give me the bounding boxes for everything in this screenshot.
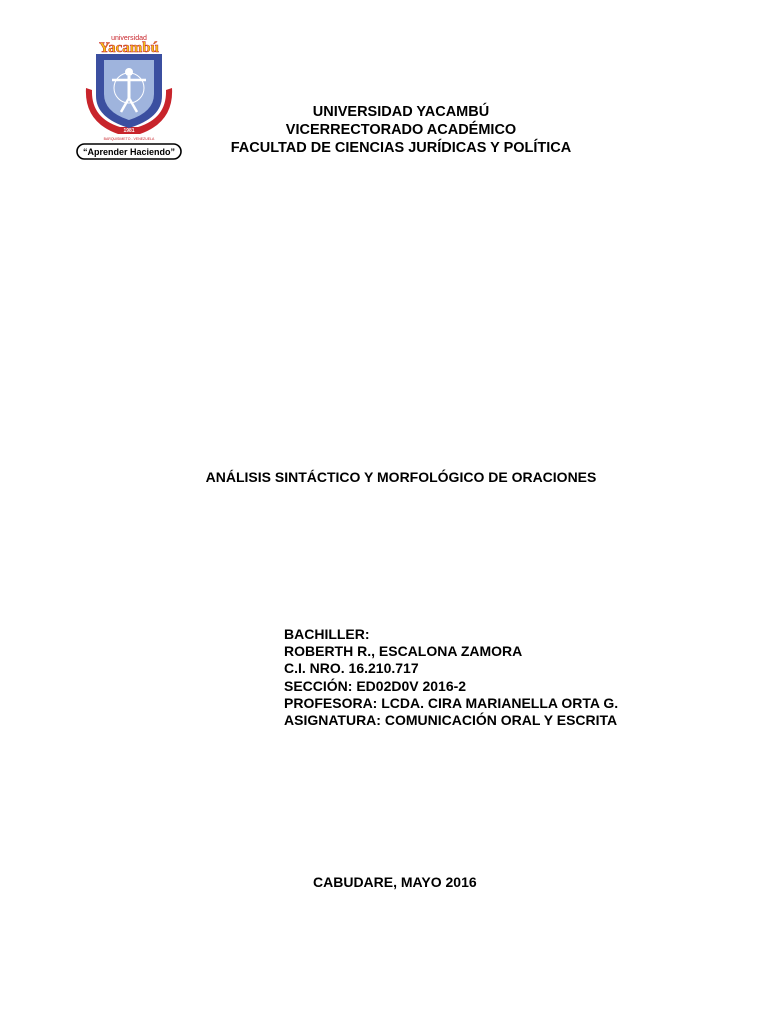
institution-header [0,103,768,157]
svg-text:“Aprender Haciendo”: “Aprender Haciendo” [82,147,176,157]
author-info [284,626,618,729]
student-label: BACHILLER: [284,626,370,642]
student-id: C.I. NRO. 16.210.717 [284,660,419,677]
svg-text:Yacambú: Yacambú [98,40,160,56]
section: SECCIÓN: ED02D0V 2016-2 [284,677,467,694]
faculty-name: FACULTAD DE CIENCIAS JURÍDICAS Y POLÍTICA [230,140,572,156]
student-name: ROBERTH R., ESCALONA ZAMORA [284,643,523,660]
svg-text:BARQUISIMETO - VENEZUELA: BARQUISIMETO - VENEZUELA [103,137,155,141]
place-date: CABUDARE, MAYO 2016 [313,874,477,890]
subject: ASIGNATURA: COMUNICACIÓN ORAL Y ESCRITA [284,712,618,729]
professor: PROFESORA: LCDA. CIRA MARIANELLA ORTA G. [284,694,619,711]
document-title: ANÁLISIS SINTÁCTICO Y MORFOLÓGICO DE ORACIONES [205,469,597,485]
vice-rectorate: VICERRECTORADO ACADÉMICO [285,122,517,138]
university-name: UNIVERSIDAD YACAMBÚ [312,104,490,120]
svg-text:1981: 1981 [123,128,135,134]
svg-text:universidad: universidad [111,35,147,42]
